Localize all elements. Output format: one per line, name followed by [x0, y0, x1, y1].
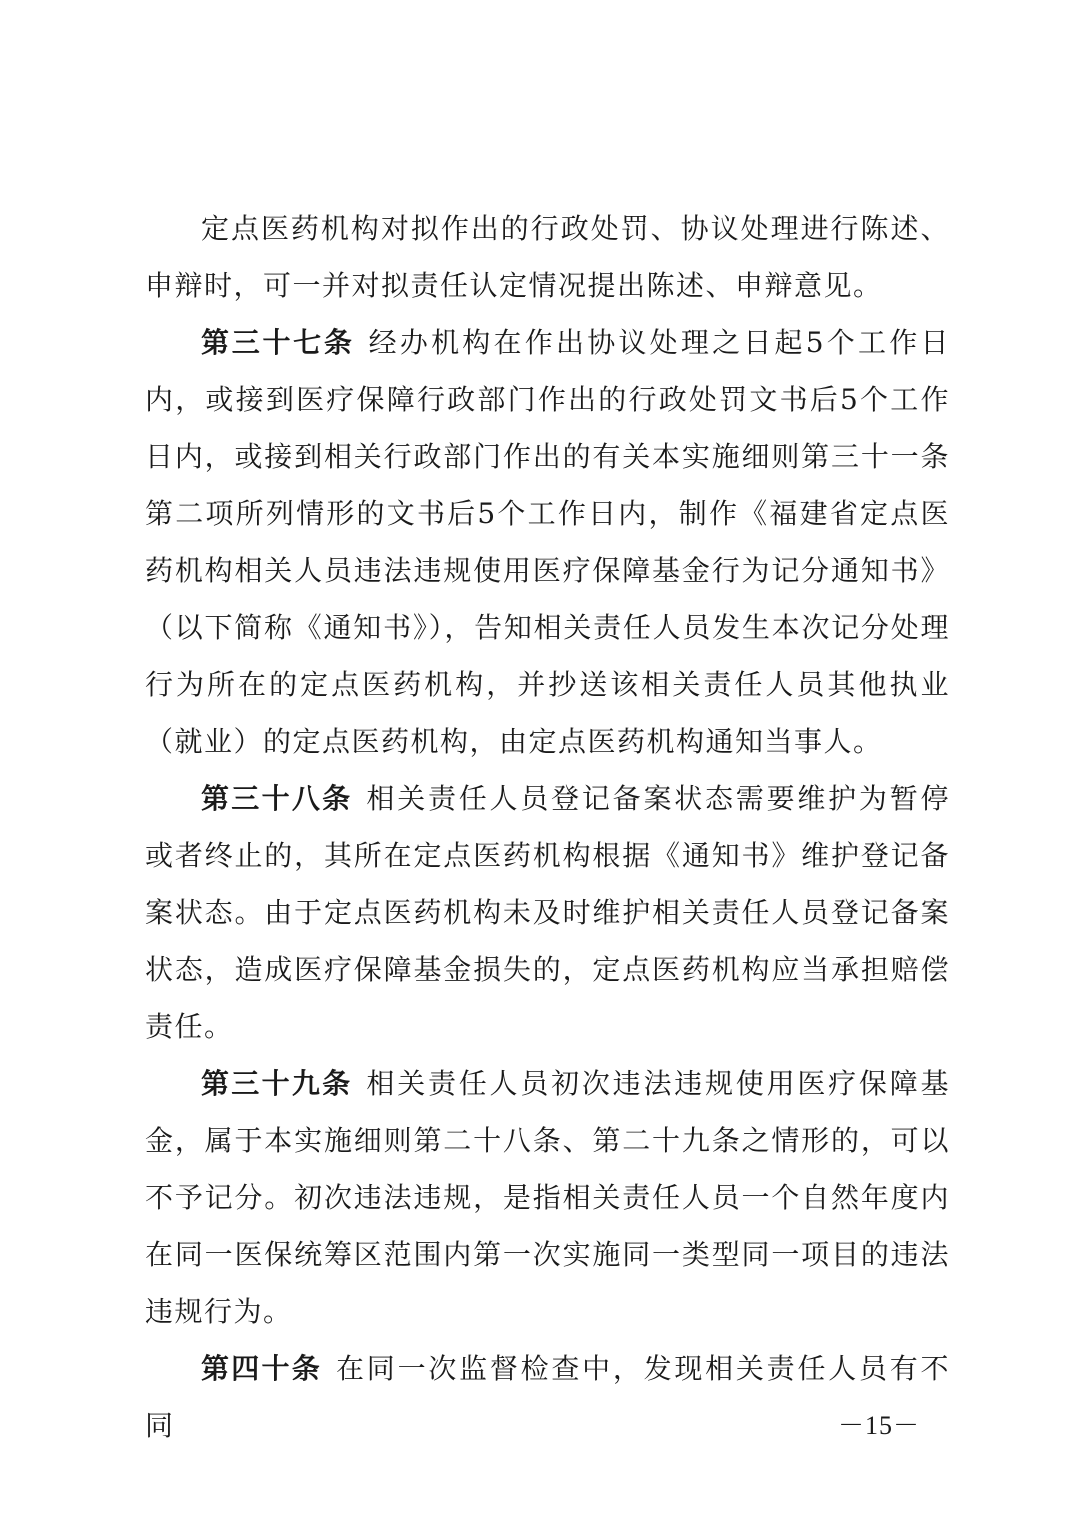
- article-text: 相关责任人员登记备案状态需要维护为暂停或者终止的，其所在定点医药机构根据《通知书》维护登记备案状态。由于定点医药机构未及时维护相关责任人员登记备案状态，造成医疗保障基金损失的，定点医药机构应当承担赔偿责任。: [145, 782, 950, 1043]
- article-number: 第三十七条: [201, 326, 355, 359]
- article-number: 第三十九条: [201, 1067, 353, 1100]
- article-39: [145, 1055, 950, 1340]
- article-text: 经办机构在作出协议处理之日起5个工作日内，或接到医疗保障行政部门作出的行政处罚文书后5个工作日内，或接到相关行政部门作出的有关本实施细则第三十一条第二项所列情形的文书后5个工作日内，制作《福建省定点医药机构相关人员违法违规使用医疗保障基金行为记分通知书》（以下简称《通知书》），告知相关责任人员发生本次记分处理行为所在的定点医药机构，并抄送该相关责任人员其他执业（就业）的定点医药机构，由定点医药机构通知当事人。: [145, 326, 950, 758]
- article-40: [145, 1340, 950, 1454]
- page-number: －15－: [837, 1411, 920, 1440]
- article-text: 相关责任人员初次违法违规使用医疗保障基金，属于本实施细则第二十八条、第二十九条之情形的，可以不予记分。初次违法违规，是指相关责任人员一个自然年度内在同一医保统筹区范围内第一次实施同一类型同一项目的违法违规行为。: [145, 1067, 950, 1328]
- paragraph-text: 定点医药机构对拟作出的行政处罚、协议处理进行陈述、申辩时，可一并对拟责任认定情况提出陈述、申辩意见。: [145, 212, 950, 302]
- paragraph-continuation: [145, 200, 950, 314]
- body-text: [145, 200, 950, 1454]
- article-38: [145, 770, 950, 1055]
- article-37: [145, 314, 950, 770]
- article-number: 第三十八条: [201, 782, 353, 815]
- article-number: 第四十条: [201, 1352, 323, 1385]
- article-text: 在同一次监督检查中，发现相关责任人员有不同: [145, 1352, 950, 1442]
